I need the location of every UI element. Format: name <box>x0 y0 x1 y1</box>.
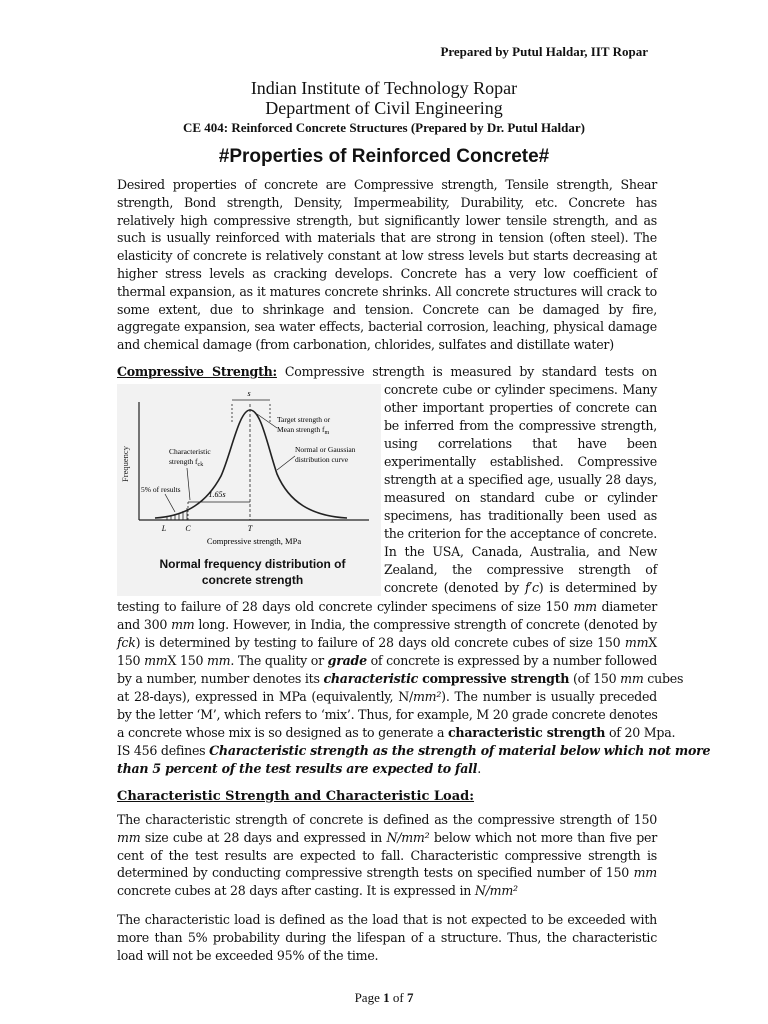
fck-symbol: fck <box>117 635 136 650</box>
char-label-2: strength $f_{ck}$ <box>169 457 204 468</box>
char-load-paragraph: The characteristic load is defined as the load that is not expected to be exceeded with more than 5% probability during the lifespan of a structure. Thus, the characteristic load will not be exceeded 95% of the time. <box>117 912 657 963</box>
y-axis-label: Frequency <box>120 446 130 482</box>
text-line: concrete (denoted by f′c) is determined by <box>384 580 658 595</box>
fc-symbol: f′c <box>524 580 539 595</box>
tick-L: L <box>161 524 167 533</box>
text-line: concrete cube or cylinder specimens. Many <box>384 382 657 397</box>
text-line: than 5 percent of the test results are expected to fall. <box>117 761 481 776</box>
prepared-by: Prepared by Putul Haldar, IIT Ropar <box>440 44 648 59</box>
text-line: at 28-days), expressed in MPa (equivalently, N/mm²). The number is usually preceded <box>117 689 657 704</box>
grade-term: grade <box>327 653 367 668</box>
char-label-1: Characteristic <box>169 447 211 456</box>
page-footer: Page 1 of 7 <box>354 990 414 1005</box>
x-axis-label: Compressive strength, MPa <box>206 536 302 546</box>
compressive-heading: Compressive Strength: <box>117 364 277 379</box>
compressive-first-line: Compressive Strength: Compressive strength is measured by standard tests on <box>117 364 657 379</box>
page-title: #Properties of Reinforced Concrete# <box>218 146 550 167</box>
institute-name: Indian Institute of Technology Ropar <box>250 78 518 98</box>
department-name: Department of Civil Engineering <box>265 98 503 118</box>
page-number: 1 <box>383 990 390 1005</box>
text-line: 150 mmX 150 mm. The quality or grade of concrete is expressed by a number followed <box>117 653 658 668</box>
normal-label-2: distribution curve <box>295 455 349 464</box>
text-line: a concrete whose mix is so designed as to generate a characteristic strength of 20 Mpa. <box>117 725 676 740</box>
char-strength-paragraph: The characteristic strength of concrete is defined as the compressive strength of 150 mm size cube at 28 days and expressed in N/mm² below which not more than five per cent of the test results are expected to fall. Characteristic compressive strength is determined by conducting compressive strength tests on specified number of 150 mm concrete cubes at 28 days after casting. It is expressed in N/mm² <box>117 812 657 899</box>
text-line: specimens, has traditionally been used as <box>384 508 657 523</box>
s-label: s <box>247 389 251 398</box>
normal-label-1: Normal or Gaussian <box>295 445 356 454</box>
text-line: by a number, number denotes its characteristic compressive strength (of 150 mm cubes <box>117 671 684 686</box>
text-line: strength at a specified age, usually 28 days, <box>384 472 657 487</box>
text-line: be inferred from the compressive strength, <box>384 418 657 433</box>
text-line: other important properties of concrete can <box>384 400 657 415</box>
text-line: by the letter ‘M’, which refers to ‘mix’. Thus, for example, M 20 grade concrete denotes <box>117 707 658 722</box>
text-line: fck) is determined by testing to failure of 28 days old concrete cubes of size 150 mmX <box>117 635 657 650</box>
mean-label: Mean strength $f_m$ <box>277 425 330 436</box>
page-total: 7 <box>406 990 414 1005</box>
definition-text: Characteristic strength as the strength of material below which not more <box>209 743 711 758</box>
dimension-label: 1.65s <box>208 490 226 499</box>
intro-paragraph: Desired properties of concrete are Compressive strength, Tensile strength, Shear strength, Bond strength, Density, Impermeability, Durability, etc. Concrete has relatively high compressive strength, but significantly lower tensile strength, and as such is usually reinforced with materials that are strong in tension (often steel). The elasticity of concrete is relatively constant at low stress levels but starts decreasing at higher stress levels as cracking develops. Concrete has a very low coefficient of thermal expansion, as it matures concrete shrinks. All concrete structures will crack to some extent, due to shrinkage and tension. Concrete can be damaged by fire, aggregate expansion, sea water effects, bacterial corrosion, leaching, physical damage and chemical damage (from carbonation, chlorides, sulfates and distillate water) <box>117 177 657 353</box>
text-line: In the USA, Canada, Australia, and New <box>384 544 657 559</box>
text-line: and 300 mm long. However, in India, the compressive strength of concrete (denoted by <box>117 617 657 632</box>
text-line: the criterion for the acceptance of concrete. <box>384 526 657 541</box>
target-label: Target strength or <box>277 415 331 424</box>
text-line: Zealand, the compressive strength of <box>384 562 657 577</box>
text-line: using correlations that have been <box>384 436 657 451</box>
text-line: experimentally established. Compressive <box>384 454 657 469</box>
section-heading: Characteristic Strength and Characteristic Load: <box>117 789 475 804</box>
figure-caption: Normal frequency distribution of concrete strength <box>159 557 346 587</box>
tick-C: C <box>185 524 191 533</box>
text-line: IS 456 defines Characteristic strength as the strength of material below which not more <box>117 743 711 758</box>
pct-label: 5% of results <box>141 485 181 494</box>
text-line: measured on standard cube or cylinder <box>384 490 657 505</box>
tick-T: T <box>247 524 253 533</box>
course-title: CE 404: Reinforced Concrete Structures (Prepared by Dr. Putul Haldar) <box>183 120 585 135</box>
text-line: testing to failure of 28 days old concrete cylinder specimens of size 150 mm diameter <box>117 599 657 614</box>
